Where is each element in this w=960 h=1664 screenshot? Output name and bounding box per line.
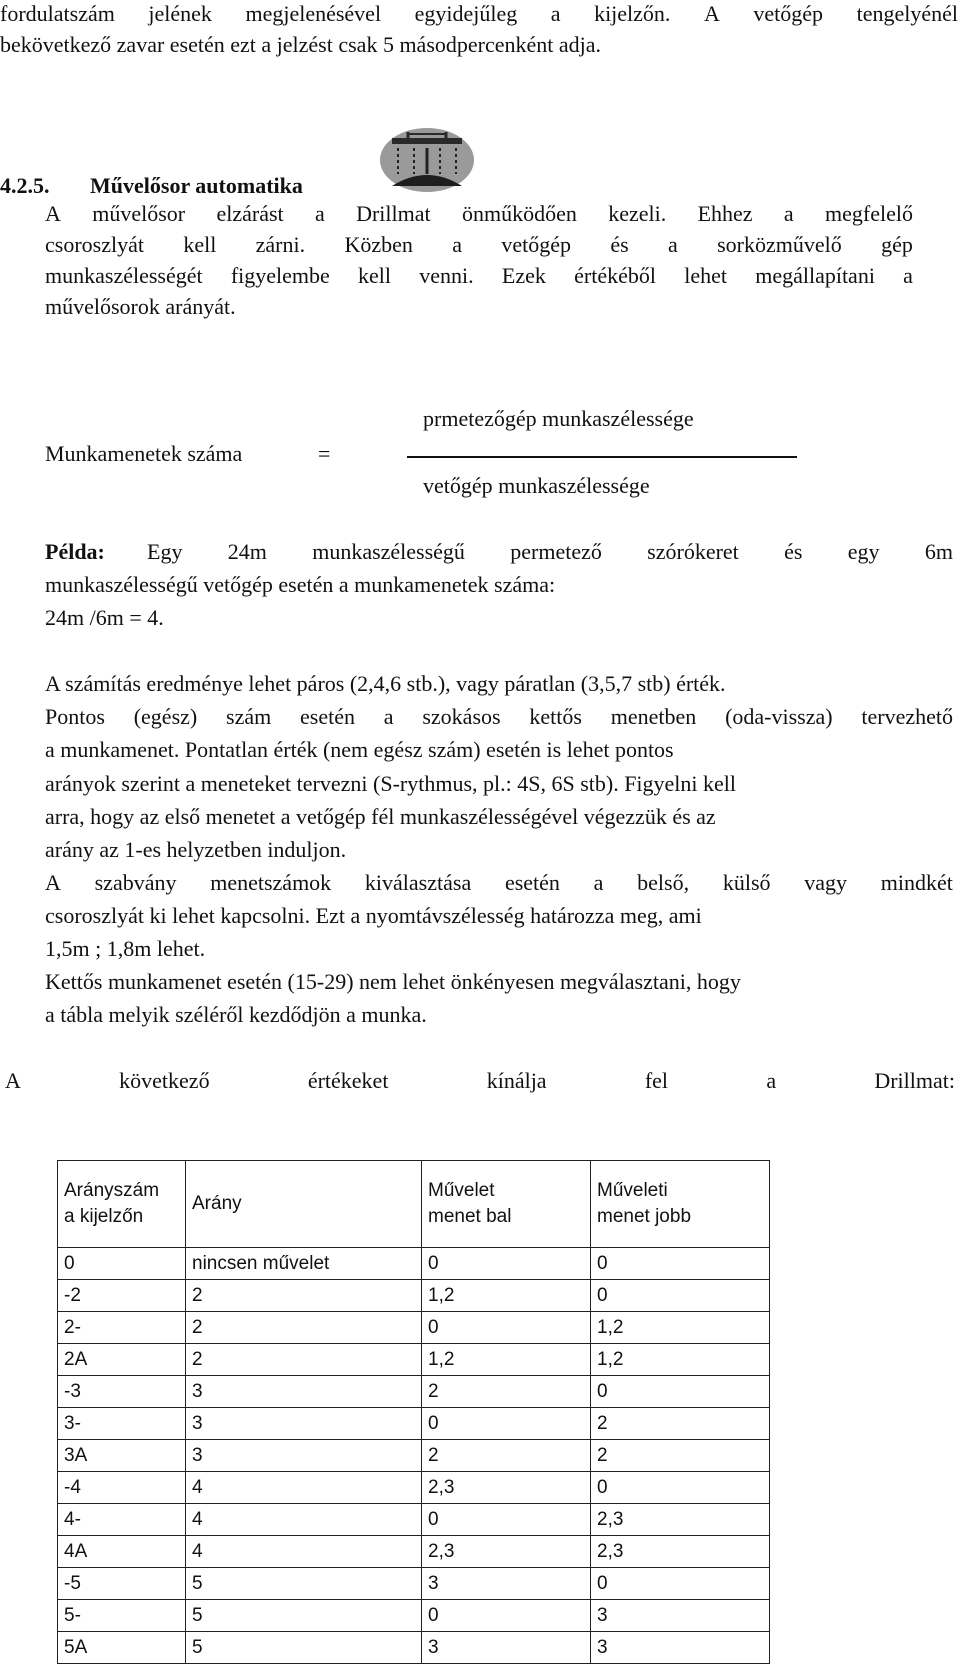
table-cell: 3A (58, 1440, 186, 1472)
word: megállapítani (755, 263, 875, 288)
word: és (784, 539, 803, 564)
table-cell: 4 (186, 1472, 422, 1504)
table-row (58, 1280, 770, 1312)
table-cell: 3 (422, 1568, 591, 1600)
text-line: 24m /6m = 4. (45, 605, 164, 630)
formula-numerator: prmetezőgép munkaszélessége (423, 406, 694, 431)
table-cell: -3 (58, 1376, 186, 1408)
word: jelének (148, 1, 212, 26)
word: 24m (227, 539, 267, 564)
word: értékéből (574, 263, 656, 288)
text-line: A számítás eredménye lehet páros (2,4,6 stb.), vagy páratlan (3,5,7 stb) érték. (45, 671, 726, 696)
text-line: 1,5m ; 1,8m lehet. (45, 936, 206, 961)
table-cell: 0 (591, 1376, 770, 1408)
table-cell: 2 (591, 1440, 770, 1472)
table-row (58, 1472, 770, 1504)
word: megjelenésével (245, 1, 382, 26)
word: vagy (804, 870, 848, 895)
table-header-cell (591, 1161, 770, 1248)
table-cell: 0 (591, 1280, 770, 1312)
table-cell: 3 (186, 1408, 422, 1440)
word: Drillmat: (874, 1068, 955, 1093)
word: (egész) (133, 704, 198, 729)
word: munkaszélességű (312, 539, 465, 564)
table-cell: 2,3 (591, 1536, 770, 1568)
table-cell: -5 (58, 1568, 186, 1600)
word: kiválasztása (364, 870, 472, 895)
word: tervezhető (861, 704, 953, 729)
table-cell: 0 (422, 1408, 591, 1440)
word: a (383, 704, 394, 729)
table-cell: 5- (58, 1600, 186, 1632)
word: permetező (510, 539, 602, 564)
word: a (783, 201, 794, 226)
table-row (58, 1536, 770, 1568)
text-line (45, 203, 913, 225)
table-row (58, 1248, 770, 1280)
word: egyidejűleg (414, 1, 518, 26)
table-cell: 5A (58, 1632, 186, 1664)
table-body (58, 1248, 770, 1664)
text-line (5, 1070, 955, 1092)
header-label: menet bal (428, 1206, 512, 1227)
table-cell: 1,2 (422, 1280, 591, 1312)
word: (oda-vissza) (725, 704, 833, 729)
table-row (58, 1344, 770, 1376)
table-row (58, 1568, 770, 1600)
table-cell: 2,3 (591, 1504, 770, 1536)
table-cell: 3 (422, 1632, 591, 1664)
table-cell: 2 (422, 1440, 591, 1472)
table-cell: 2 (422, 1376, 591, 1408)
table-cell: 1,2 (591, 1312, 770, 1344)
header-label: Műveleti (597, 1180, 668, 1202)
table-cell: 2 (186, 1280, 422, 1312)
word: fel (644, 1068, 669, 1093)
word: szokásos (422, 704, 501, 729)
word: munkaszélességét (45, 263, 203, 288)
table-cell: 3- (58, 1408, 186, 1440)
table-row (58, 1440, 770, 1472)
word: kell (358, 263, 392, 288)
table-cell: 2 (186, 1344, 422, 1376)
text-line: a tábla melyik széléről kezdődjön a munka. (45, 1002, 427, 1027)
table-cell: 5 (186, 1568, 422, 1600)
word: Pontos (45, 704, 105, 729)
table-cell: 0 (58, 1248, 186, 1280)
word: lehet (684, 263, 727, 288)
word: esetén (300, 704, 355, 729)
word: és (610, 232, 629, 257)
table-cell: 2A (58, 1344, 186, 1376)
word: szabvány (94, 870, 177, 895)
table-cell: 3 (186, 1376, 422, 1408)
word: a (903, 263, 913, 288)
word: a (766, 1068, 777, 1093)
word: vetőgép (753, 1, 824, 26)
table-cell: 4- (58, 1504, 186, 1536)
word: művelősor (92, 201, 186, 226)
word: esetén (504, 870, 560, 895)
header-label: Arány (192, 1193, 242, 1215)
table-cell: 2,3 (422, 1536, 591, 1568)
header-label: Művelet (428, 1180, 495, 1202)
formula-denominator: vetőgép munkaszélessége (423, 473, 650, 498)
text-line: arányok szerint a meneteket tervezni (S-rythmus, pl.: 4S, 6S stb). Figyelni kell (45, 771, 737, 796)
table-row (58, 1408, 770, 1440)
header-label: Arányszám (64, 1180, 160, 1202)
header-label: menet jobb (597, 1206, 692, 1227)
word: sorközművelő (717, 232, 842, 257)
word: szám (226, 704, 272, 729)
table-cell: 5 (186, 1632, 422, 1664)
table-cell: 4 (186, 1504, 422, 1536)
table-cell: 3 (591, 1600, 770, 1632)
table-cell: 1,2 (591, 1344, 770, 1376)
header-label: a kijelzőn (64, 1206, 144, 1227)
section-title: Művelősor automatika (90, 173, 303, 198)
word: A (45, 201, 61, 226)
table-cell: 2 (186, 1312, 422, 1344)
word: elzárást (216, 201, 284, 226)
table-row (58, 1504, 770, 1536)
word: Ehhez (697, 201, 753, 226)
table-cell: 3 (186, 1440, 422, 1472)
text-line (45, 706, 953, 728)
section-number: 4.2.5. (0, 173, 50, 198)
table-row (58, 1312, 770, 1344)
word: megfelelő (825, 201, 913, 226)
word: következő (119, 1068, 210, 1093)
word: kell (183, 232, 217, 257)
word: külső (722, 870, 771, 895)
word: figyelembe (230, 263, 330, 288)
word: A (5, 1068, 21, 1093)
word: menetben (610, 704, 697, 729)
table-cell: 0 (422, 1248, 591, 1280)
word: a (668, 232, 678, 257)
formula-lhs: Munkamenetek száma (45, 441, 243, 466)
fraction-line (407, 456, 797, 458)
word: szórókeret (647, 539, 739, 564)
word: kínálja (486, 1068, 547, 1093)
word: egy (847, 539, 880, 564)
table-cell: 3 (591, 1632, 770, 1664)
word: venni. (419, 263, 474, 288)
text-line: bekövetkező zavar esetén ezt a jelzést csak 5 másodpercenként adja. (0, 32, 602, 57)
table-cell: 0 (422, 1504, 591, 1536)
text-line (0, 3, 958, 25)
word: kettős (529, 704, 582, 729)
table-cell: 5 (186, 1600, 422, 1632)
table-cell: 0 (591, 1568, 770, 1600)
text-line (45, 265, 913, 287)
table-cell: 0 (591, 1248, 770, 1280)
table-cell: 0 (591, 1472, 770, 1504)
table-header-cell (186, 1161, 422, 1248)
table-cell: -4 (58, 1472, 186, 1504)
word: gép (881, 232, 913, 257)
table-cell: 2 (591, 1408, 770, 1440)
word: fordulatszám (0, 1, 115, 26)
word: kijelzőn. (594, 1, 671, 26)
word: tengelyénél (856, 1, 958, 26)
word: csoroszlyát (45, 232, 144, 257)
word: a (550, 1, 561, 26)
word: Ezek (501, 263, 546, 288)
text-line: arra, hogy az első menetet a vetőgép fél munkaszélességével végezzük és az (45, 804, 716, 829)
table-cell: -2 (58, 1280, 186, 1312)
text-line: csoroszlyát ki lehet kapcsolni. Ezt a nyomtávszélesség határozza meg, ami (45, 903, 702, 928)
table-header-cell (422, 1161, 591, 1248)
table-cell: 1,2 (422, 1344, 591, 1376)
table-header-cell (58, 1161, 186, 1248)
text-line: a munkamenet. Pontatlan érték (nem egész szám) esetén is lehet pontos (45, 737, 674, 762)
table-cell: 2,3 (422, 1472, 591, 1504)
table-cell: nincsen művelet (186, 1248, 422, 1280)
formula-equals: = (318, 441, 331, 466)
example-label: Példa: (45, 539, 105, 564)
word: a (452, 232, 462, 257)
word: önműködően (461, 201, 577, 226)
table-row (58, 1600, 770, 1632)
text-line: művelősorok arányát. (45, 294, 236, 319)
word: Egy (147, 539, 183, 564)
text-line: arány az 1-es helyzetben induljon. (45, 837, 347, 862)
table-header-row (58, 1161, 770, 1248)
word: vetőgép (501, 232, 571, 257)
word: 6m (924, 539, 953, 564)
text-line (45, 872, 953, 894)
table-row (58, 1376, 770, 1408)
text-line (147, 541, 953, 563)
word: A (45, 870, 61, 895)
table-cell: 4 (186, 1536, 422, 1568)
ratio-table (57, 1160, 770, 1664)
word: kezeli. (608, 201, 667, 226)
word: A (703, 1, 720, 26)
word: Közben (344, 232, 413, 257)
word: mindkét (880, 870, 953, 895)
seeder-machine-icon (378, 128, 476, 196)
text-line: munkaszélességű vetőgép esetén a munkamenetek száma: (45, 572, 556, 597)
table-cell: 4A (58, 1536, 186, 1568)
table-cell: 0 (422, 1600, 591, 1632)
word: Drillmat (356, 201, 431, 226)
word: értékeket (307, 1068, 389, 1093)
table-cell: 0 (422, 1312, 591, 1344)
text-line (45, 234, 913, 256)
word: a (593, 870, 604, 895)
word: belső, (637, 870, 690, 895)
text-line: Kettős munkamenet esetén (15-29) nem lehet önkényesen megválasztani, hogy (45, 969, 741, 994)
table-cell: 2- (58, 1312, 186, 1344)
word: zárni. (255, 232, 306, 257)
word: a (314, 201, 325, 226)
word: menetszámok (210, 870, 332, 895)
